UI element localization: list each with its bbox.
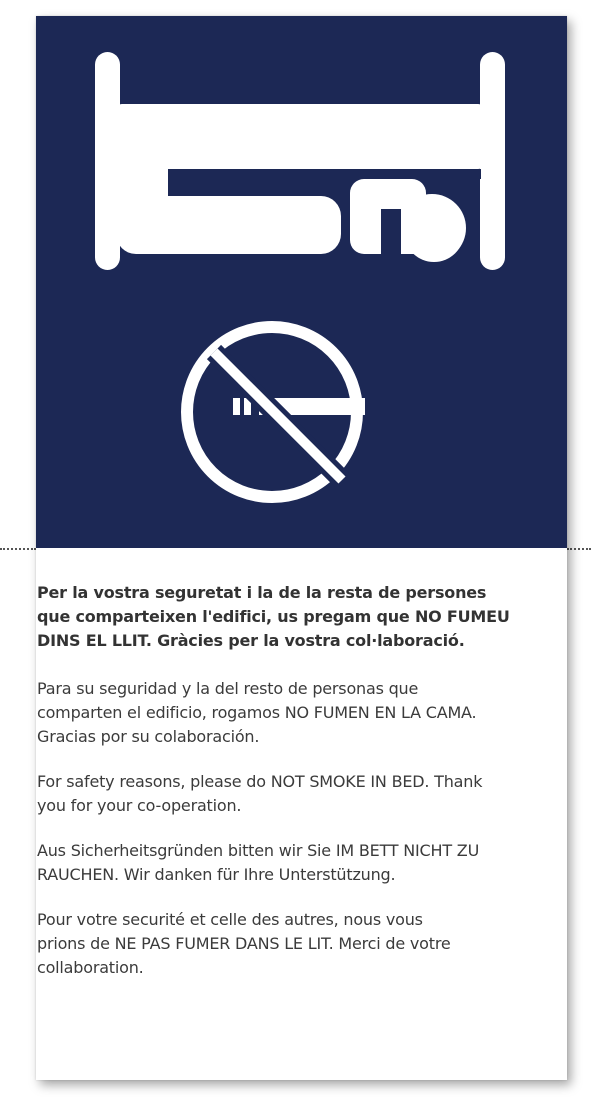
- paragraph-english: [37, 770, 507, 818]
- cut-line-left: [0, 548, 36, 550]
- cut-line-right: [567, 548, 591, 550]
- bed-icon-head: [404, 202, 464, 262]
- spanish-line-1: Para su seguridad y la del resto de personas que: [37, 679, 419, 698]
- catalan-line-2: que comparteixen l'edifici, us pregam que NO FUMEU: [37, 607, 510, 626]
- german-line-2: RAUCHEN. Wir danken für Ihre Unterstützung.: [37, 865, 396, 884]
- spanish-line-2: comparten el edificio, rogamos NO FUMEN EN LA CAMA.: [37, 703, 477, 722]
- french-line-2: prions de NE PAS FUMER DANS LE LIT. Merci de votre: [37, 934, 451, 953]
- paragraph-french: [37, 908, 507, 980]
- paragraph-spanish: [37, 677, 507, 749]
- german-line-1: Aus Sicherheitsgründen bitten wir Sie IM BETT NICHT ZU: [37, 841, 480, 860]
- paragraph-catalan: [37, 581, 510, 653]
- message-text: [37, 581, 510, 1001]
- catalan-line-3: DINS EL LLIT. Gràcies per la vostra col·laboració.: [37, 631, 465, 650]
- french-line-1: Pour votre securité et celle des autres, nous vous: [37, 910, 423, 929]
- icon-panel: [36, 16, 567, 548]
- catalan-line-1: Per la vostra seguretat i la de la resta de persones: [37, 583, 487, 602]
- spanish-line-3: Gracias por su colaboración.: [37, 727, 260, 746]
- english-line-1: For safety reasons, please do NOT SMOKE IN BED. Thank: [37, 772, 483, 791]
- paragraph-german: [37, 839, 507, 887]
- french-line-3: collaboration.: [37, 958, 144, 977]
- icon-panel-graphic: [36, 16, 567, 548]
- english-line-2: you for your co-operation.: [37, 796, 242, 815]
